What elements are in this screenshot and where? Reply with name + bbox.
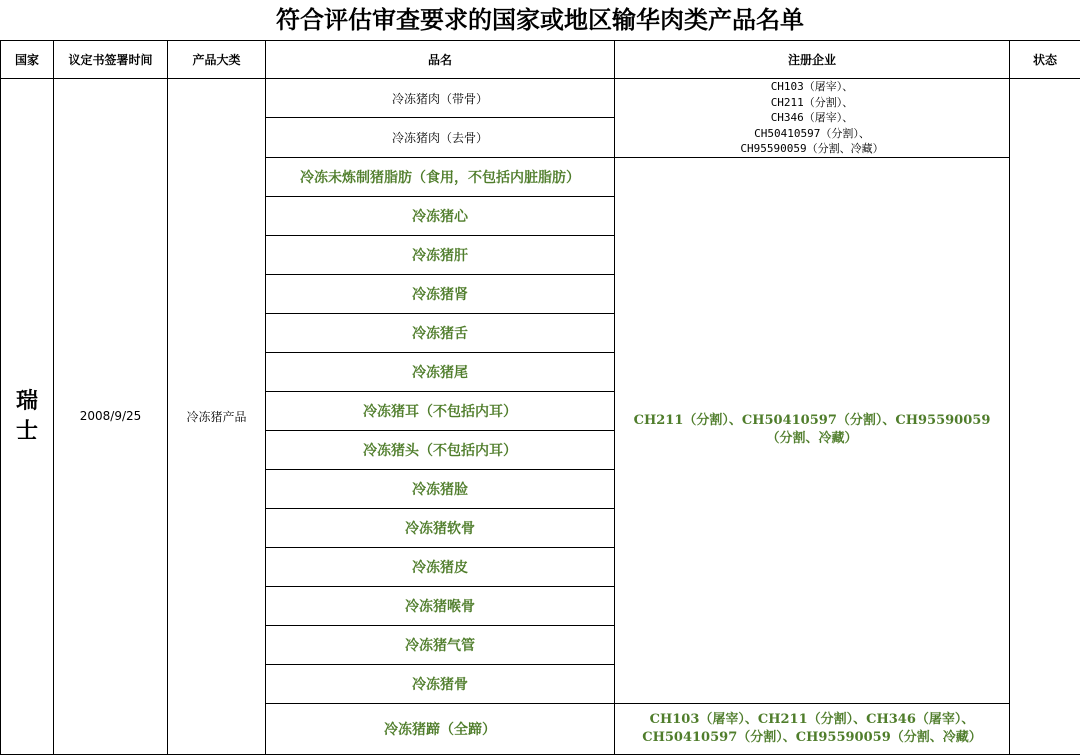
product-cell: 冷冻猪肉（带骨） xyxy=(266,79,615,118)
product-cell: 冷冻猪喉骨 xyxy=(266,586,615,625)
product-cell: 冷冻猪皮 xyxy=(266,547,615,586)
header-status: 状态 xyxy=(1010,41,1080,79)
page-title: 符合评估审查要求的国家或地区输华肉类产品名单 xyxy=(276,5,804,34)
product-cell: 冷冻猪心 xyxy=(266,196,615,235)
product-cell: 冷冻猪脸 xyxy=(266,469,615,508)
product-cell: 冷冻猪头（不包括内耳） xyxy=(266,430,615,469)
product-cell: 冷冻猪耳（不包括内耳） xyxy=(266,391,615,430)
product-cell: 冷冻猪蹄（全蹄） xyxy=(266,703,615,754)
category-cell: 冷冻猪产品 xyxy=(168,79,266,755)
enterprise-cell-group2 xyxy=(615,157,1010,703)
enterprise-line: CH103（屠宰）、 xyxy=(770,80,854,93)
product-cell: 冷冻猪气管 xyxy=(266,625,615,664)
enterprise-line: CH50410597（分割）、CH95590059（分割、冷藏） xyxy=(642,729,982,745)
country-char-1: 瑞 xyxy=(15,388,38,415)
product-cell: 冷冻猪肝 xyxy=(266,235,615,274)
enterprise-line: CH50410597（分割）、 xyxy=(754,126,870,140)
enterprise-cell-group1 xyxy=(615,79,1010,158)
country-char-2: 士 xyxy=(15,418,38,445)
enterprise-line: CH95590059（分割、冷藏） xyxy=(740,142,884,155)
header-product: 品名 xyxy=(266,41,615,79)
enterprise-line: CH211（分割）、 xyxy=(770,95,854,109)
enterprise-cell-group3 xyxy=(615,703,1010,754)
status-cell xyxy=(1010,79,1080,755)
product-cell: 冷冻猪肾 xyxy=(266,274,615,313)
country-cell xyxy=(1,79,54,755)
product-cell: 冷冻猪软骨 xyxy=(266,508,615,547)
header-category: 产品大类 xyxy=(168,41,266,79)
header-enterprise: 注册企业 xyxy=(615,41,1010,79)
product-cell: 冷冻猪肉（去骨） xyxy=(266,118,615,157)
product-cell: 冷冻猪尾 xyxy=(266,352,615,391)
product-cell: 冷冻未炼制猪脂肪（食用，不包括内脏脂肪） xyxy=(266,157,615,196)
sign-date-cell: 2008/9/25 xyxy=(54,79,168,755)
product-list-table xyxy=(0,40,1080,755)
header-sign-date: 议定书签署时间 xyxy=(54,41,168,79)
header-country: 国家 xyxy=(1,41,54,79)
enterprise-line: CH346（屠宰）、 xyxy=(770,111,854,124)
enterprise-line: CH211（分割）、CH50410597（分割）、CH95590059 xyxy=(633,413,991,428)
product-cell: 冷冻猪舌 xyxy=(266,313,615,352)
product-cell: 冷冻猪骨 xyxy=(266,664,615,703)
enterprise-line: （分割、冷藏） xyxy=(766,431,858,446)
table-row xyxy=(1,79,1080,118)
table-header-row xyxy=(1,41,1080,79)
enterprise-line: CH103（屠宰）、CH211（分割）、CH346（屠宰）、 xyxy=(649,711,975,727)
